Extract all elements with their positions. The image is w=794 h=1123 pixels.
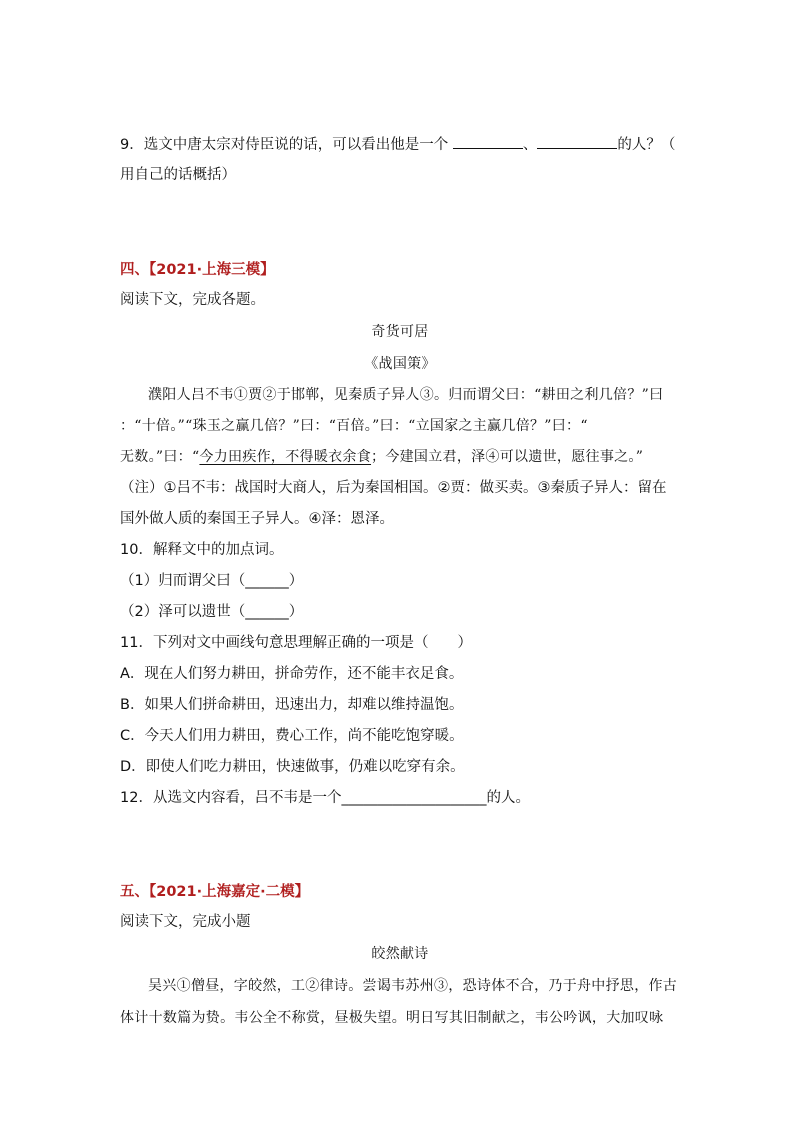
q9-blank-2[interactable] bbox=[537, 134, 617, 149]
passage-2-line-2: 体计十数篇为贽。韦公全不称赏，昼极失望。明日写其旧制献之，韦公吟讽，大加叹咏 bbox=[120, 1010, 664, 1026]
q11-option-b: B．如果人们拼命耕田，迅速出力，却难以维持温饱。 bbox=[120, 697, 464, 713]
q12-prompt: 12．从选文内容看，吕不韦是一个____________________的人。 bbox=[120, 790, 530, 806]
annotation-note-line-1: （注）①吕不韦：战国时大商人，后为秦国相国。②贾：做买卖。③秦质子异人：留在 bbox=[120, 480, 667, 496]
q10-prompt: 10．解释文中的加点词。 bbox=[120, 542, 284, 558]
section-4-heading: 四、【2021·上海三模】 bbox=[120, 262, 275, 278]
annotation-note-line-2: 国外做人质的秦国王子异人。④泽：恩泽。 bbox=[120, 511, 394, 527]
q9-separator: 、 bbox=[522, 137, 538, 153]
q9-blank-1[interactable] bbox=[453, 134, 523, 149]
q9-text: 9．选文中唐太宗对侍臣说的话，可以看出他是一个 bbox=[120, 137, 453, 153]
q9-line-1 bbox=[120, 134, 680, 155]
q11-prompt: 11．下列对文中画线句意思理解正确的一项是（ ） bbox=[120, 635, 472, 651]
section-5-instruction: 阅读下文，完成小题 bbox=[120, 914, 251, 930]
passage-2-line-1: 吴兴①僧昼，字皎然，工②律诗。尝谒韦苏州③，恐诗体不合，乃于舟中抒思，作古 bbox=[148, 978, 678, 994]
passage-title: 奇货可居 bbox=[371, 324, 429, 340]
section-5-heading: 五、【2021·上海嘉定·二模】 bbox=[120, 884, 310, 900]
passage-paragraph-line-2: ：“十倍。”“珠玉之赢几倍？”曰：“百倍。”曰：“立国家之主赢几倍？”曰：“ bbox=[120, 418, 588, 434]
q11-option-a: A．现在人们努力耕田，拼命劳作，还不能丰衣足食。 bbox=[120, 666, 464, 682]
passage-paragraph-line-3 bbox=[120, 447, 680, 467]
passage-2-title: 皎然献诗 bbox=[371, 946, 429, 962]
underlined-sentence: 今力田疾作，不得暖衣余食 bbox=[199, 449, 372, 465]
passage-source: 《战国策》 bbox=[364, 356, 436, 372]
q11-option-c: C．今天人们用力耕田，费心工作，尚不能吃饱穿暖。 bbox=[120, 728, 464, 744]
passage-line-3-end: ；今建国立君，泽④可以遗世，愿往事之。” bbox=[371, 449, 644, 465]
passage-paragraph-line-1: 濮阳人吕不韦①贾②于邯郸，见秦质子异人③。归而谓父曰：“耕田之利几倍？”曰 bbox=[148, 387, 664, 403]
q10-item-1: （1）归而谓父曰（______） bbox=[120, 573, 304, 589]
q9-line-2: 用自己的话概括） bbox=[120, 167, 236, 183]
section-4-instruction: 阅读下文，完成各题。 bbox=[120, 292, 265, 308]
q9-end: 的人？（ bbox=[617, 137, 676, 153]
passage-line-3-start: 无数。”曰：“ bbox=[120, 449, 200, 465]
q10-item-2: （2）泽可以遗世（______） bbox=[120, 604, 304, 620]
q11-option-d: D．即使人们吃力耕田，快速做事，仍难以吃穿有余。 bbox=[120, 759, 465, 775]
